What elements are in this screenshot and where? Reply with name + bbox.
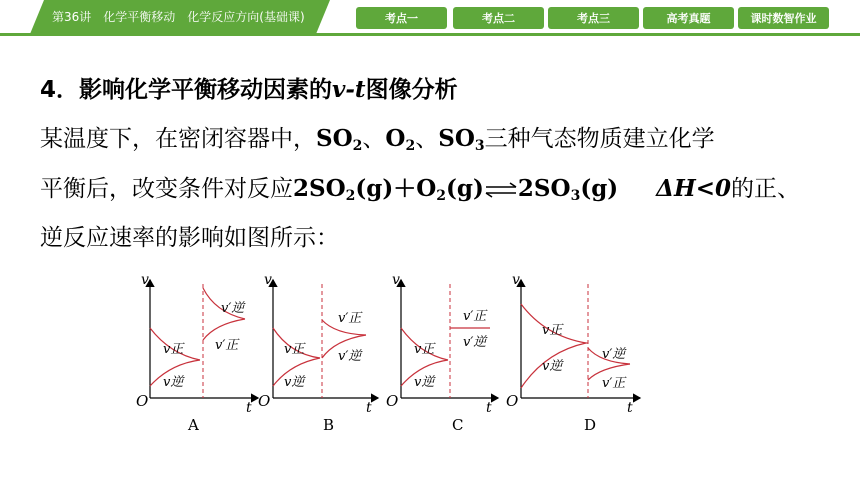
header-divider xyxy=(0,33,860,36)
diagram-b xyxy=(258,272,378,434)
label-v-reverse: v逆 xyxy=(542,359,563,374)
heading-prefix: 4．影响化学平衡移动因素的 xyxy=(40,77,333,103)
vt-diagrams xyxy=(0,262,860,442)
section-heading xyxy=(40,78,458,102)
axis-y-label: v xyxy=(141,272,149,288)
label-v-reverse: v逆 xyxy=(414,375,435,390)
axis-y-label: v xyxy=(392,272,400,288)
origin-label: O xyxy=(506,392,519,410)
label-v-forward: v正 xyxy=(414,342,435,357)
axis-x-label: t xyxy=(366,400,372,416)
label-v-reverse: v逆 xyxy=(284,375,305,390)
line2-text-a: 平衡后，改变条件对反应 xyxy=(40,176,293,202)
formula-so2: $SO_2$ xyxy=(316,125,363,154)
axis-y-label: v xyxy=(264,272,272,288)
label-v-forward-new: v′正 xyxy=(215,338,239,353)
diagram-d xyxy=(506,272,640,434)
label-v-forward: v正 xyxy=(542,323,563,338)
line2-text-b: 的正、 xyxy=(731,176,801,202)
line1-text-b: 三种气态物质建立化学 xyxy=(484,126,715,152)
diagram-label-d: D xyxy=(584,416,597,434)
lesson-title: 第36讲 化学平衡移动 化学反应方向(基础课) xyxy=(52,10,305,24)
equilibrium-arrow-icon xyxy=(484,182,518,198)
label-v-forward-new: v′正 xyxy=(602,376,626,391)
diagram-label-c: C xyxy=(452,416,464,434)
line1-text-a: 某温度下，在密闭容器中， xyxy=(40,126,316,152)
tab-kaodian-3[interactable]: 考点三 xyxy=(548,7,639,29)
diagram-label-a: A xyxy=(188,416,199,434)
axis-x-label: t xyxy=(486,400,492,416)
tab-gaokao-zhenti[interactable]: 高考真题 xyxy=(643,7,734,29)
enthalpy-change: ΔH<0 xyxy=(656,175,732,202)
reaction-equation: $2SO_2(g)+O_2(g)$ $2SO_3(g)$ xyxy=(293,175,619,204)
axis-x-label: t xyxy=(627,400,633,416)
line1-sep-1: 、 xyxy=(362,126,386,152)
label-v-forward-new: v′正 xyxy=(463,309,487,324)
tab-kaodian-1[interactable]: 考点一 xyxy=(356,7,447,29)
label-v-reverse-new: v′逆 xyxy=(221,301,245,316)
origin-label: O xyxy=(136,392,149,410)
label-v-forward: v正 xyxy=(163,342,184,357)
axis-x-label: t xyxy=(246,400,252,416)
label-v-reverse: v逆 xyxy=(163,375,184,390)
diagram-a xyxy=(136,272,258,434)
heading-vt: v-t xyxy=(332,76,366,103)
formula-so3: $SO_3$ xyxy=(438,125,485,154)
tab-keshi-zuoye[interactable]: 课时数智作业 xyxy=(738,7,829,29)
label-v-reverse-new: v′逆 xyxy=(602,347,626,362)
heading-suffix: 图像分析 xyxy=(365,77,458,103)
paragraph-line-1 xyxy=(40,127,715,153)
header-bar xyxy=(0,0,860,36)
formula-o2: $O_2$ xyxy=(385,125,416,154)
origin-label: O xyxy=(258,392,271,410)
tab-kaodian-2[interactable]: 考点二 xyxy=(453,7,544,29)
diagram-label-b: B xyxy=(323,416,335,434)
label-v-forward-new: v′正 xyxy=(338,311,362,326)
label-v-forward: v正 xyxy=(284,342,305,357)
axis-y-label: v xyxy=(512,272,520,288)
line1-sep-2: 、 xyxy=(415,126,439,152)
paragraph-line-3: 逆反应速率的影响如图所示： xyxy=(40,225,339,251)
label-v-reverse-new: v′逆 xyxy=(338,349,362,364)
label-v-reverse-new: v′逆 xyxy=(463,335,487,350)
origin-label: O xyxy=(386,392,399,410)
paragraph-line-2 xyxy=(40,177,800,203)
diagram-c xyxy=(386,272,498,434)
